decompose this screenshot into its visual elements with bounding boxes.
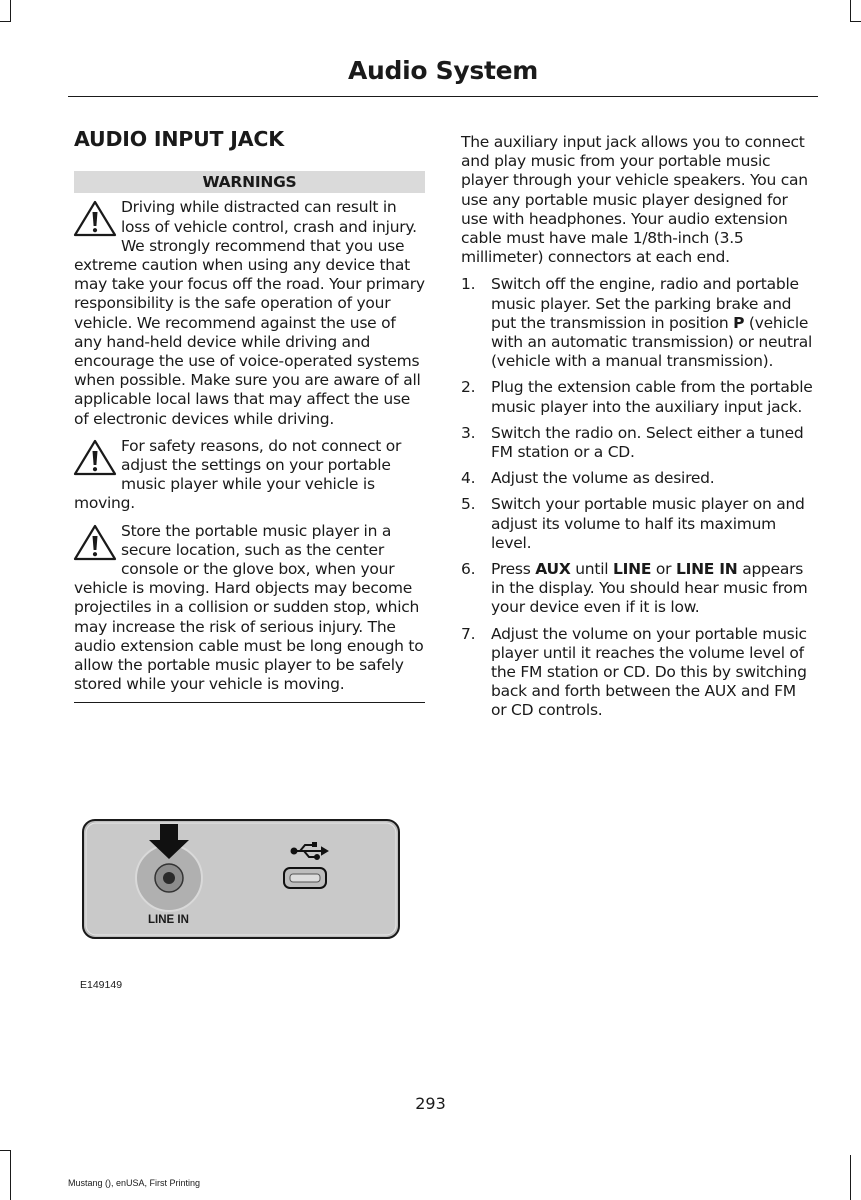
crop-mark (0, 21, 10, 22)
list-item: 1. Switch off the engine, radio and portable music player. Set the parking brake and put the transmission in position P (vehicle with an automatic transmission) or neutral (vehicle with a manual transmission). (461, 275, 813, 371)
crop-mark (850, 0, 851, 22)
warning-block (74, 522, 425, 695)
warning-block (74, 437, 425, 514)
warning-text: Driving while distracted can result in loss of vehicle control, crash and injury. We strongly recommend that you use extreme caution when using any device that may take your focus off the road. Your primary responsibility is the safe operation of your vehicle. We recommend against the use of any hand-held device while driving and encourage the use of voice-operated systems when possible. Make sure you are aware of all applicable local laws that may affect the use of electronic devices while driving. (74, 198, 425, 428)
warning-block (74, 198, 425, 428)
right-column (461, 133, 813, 728)
list-item: 3. Switch the radio on. Select either a tuned FM station or a CD. (461, 423, 804, 462)
warnings-heading: WARNINGS (74, 171, 425, 193)
input-panel-figure (82, 818, 400, 940)
gear-position: P (733, 313, 745, 332)
crop-mark (851, 21, 861, 22)
footer-text: Mustang (), enUSA, First Printing (68, 1178, 201, 1188)
crop-mark (10, 0, 11, 22)
list-item: 6. Press AUX until LINE or LINE IN appears in the display. You should hear music from your device even if it is low. (461, 560, 808, 617)
warning-triangle-icon (72, 198, 118, 240)
warning-triangle-icon (72, 522, 118, 564)
list-item: 4. Adjust the volume as desired. (461, 469, 715, 488)
intro-paragraph: The auxiliary input jack allows you to connect and play music from your portable music player through your vehicle speakers. You can use any portable music player designed for use with headphones. Your audio extension cable must have male 1/8th-inch (3.5 millimeter) connectors at each end. (461, 133, 808, 267)
aux-button-label: AUX (535, 560, 571, 579)
warning-text: Store the portable music player in a secure location, such as the center console or the glove box, when your vehicle is moving. Hard objects may become projectiles in a collision or sudden stop, which may increase the risk of serious injury. The audio extension cable must be long enough to allow the portable music player to be safely stored while your vehicle is moving. (74, 521, 424, 694)
input-panel-illustration (82, 818, 400, 940)
page-title: Audio System (347, 56, 538, 85)
page-header (68, 56, 818, 97)
list-item: 2. Plug the extension cable from the portable music player into the auxiliary input jack. (461, 378, 813, 416)
warning-text: For safety reasons, do not connect or adjust the settings on your portable music player while your vehicle is moving. (74, 436, 402, 513)
section-title: AUDIO INPUT JACK (74, 127, 284, 151)
crop-mark (850, 1155, 851, 1200)
display-text: LINE (613, 560, 652, 579)
display-text: LINE IN (675, 560, 738, 579)
warning-triangle-icon (72, 437, 118, 479)
figure-code: E149149 (80, 979, 123, 991)
warnings-divider (74, 702, 425, 703)
crop-mark (0, 1150, 10, 1151)
line-in-label: LINE IN (148, 914, 189, 926)
list-item: 5. Switch your portable music player on and adjust its volume to half its maximum level. (461, 495, 805, 552)
list-item: 7. Adjust the volume on your portable music player until it reaches the volume level of the FM station or CD. Do this by switching back and forth between the AUX and FM or CD controls. (461, 624, 807, 720)
page-number: 293 (415, 1094, 446, 1113)
steps-list (461, 275, 813, 720)
left-column (74, 127, 425, 703)
crop-mark (10, 1150, 11, 1200)
usb-port (284, 868, 326, 888)
